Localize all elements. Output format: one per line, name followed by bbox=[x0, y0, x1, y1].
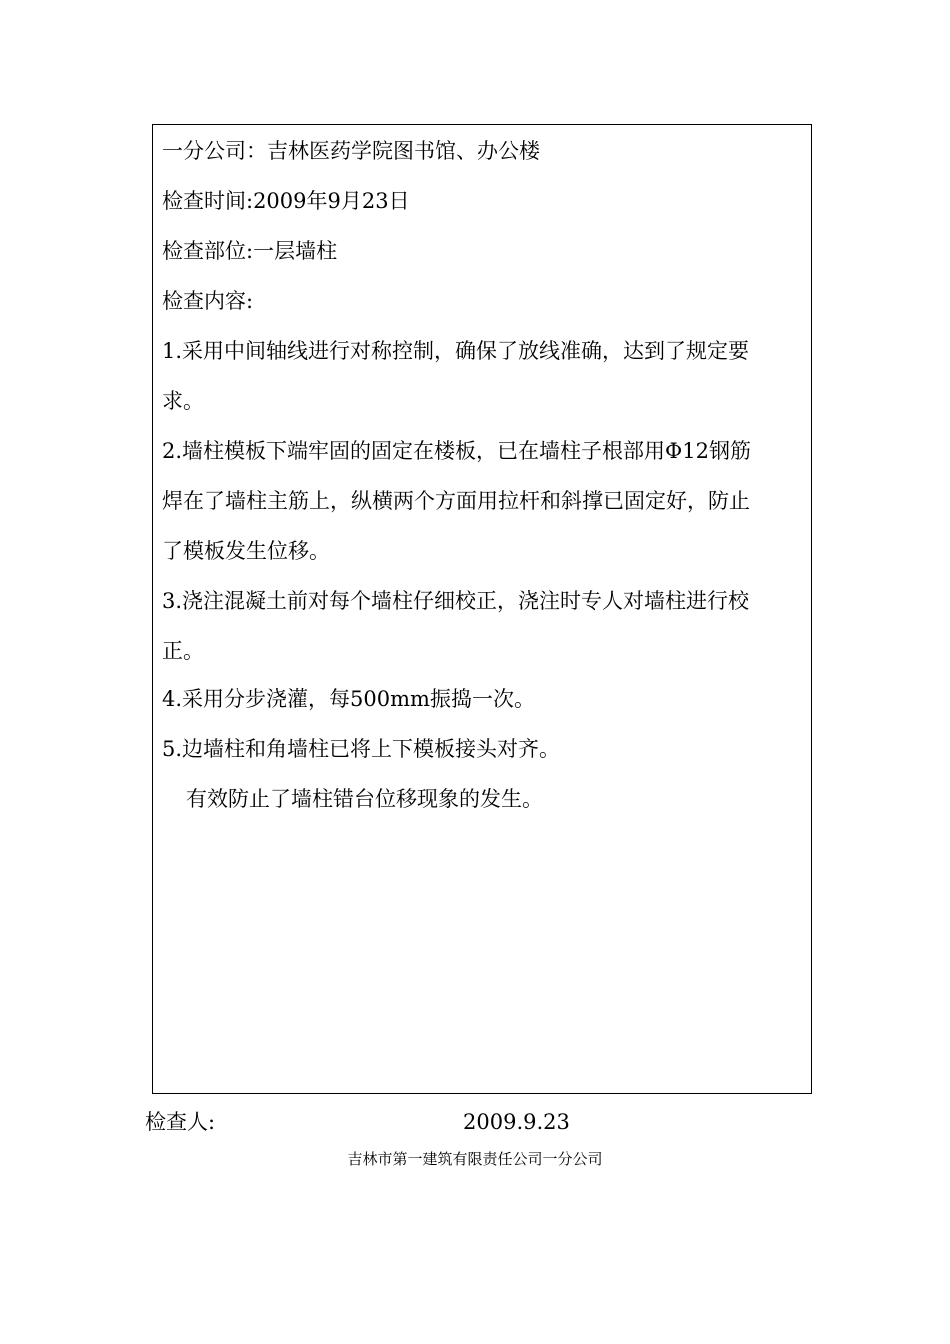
content-line: 4.采用分步浇灌，每500mm振捣一次。 bbox=[162, 687, 535, 711]
content-line: 3.浇注混凝土前对每个墙柱仔细校正，浇注时专人对墙柱进行校 bbox=[162, 589, 750, 613]
inspection-content-heading: 检查内容: bbox=[162, 289, 254, 313]
company-project-line: 一分公司：吉林医药学院图书馆、办公楼 bbox=[162, 139, 540, 163]
signoff-date: 2009.9.23 bbox=[463, 1110, 570, 1134]
content-line: 求。 bbox=[162, 389, 204, 413]
inspector-label: 检查人: bbox=[145, 1110, 216, 1134]
content-line: 了模板发生位移。 bbox=[162, 539, 330, 563]
content-line: 正。 bbox=[162, 639, 204, 663]
conclusion-line: 有效防止了墙柱错台位移现象的发生。 bbox=[186, 787, 543, 811]
company-footer: 吉林市第一建筑有限责任公司一分公司 bbox=[347, 1150, 603, 1168]
inspection-time: 检查时间:2009年9月23日 bbox=[162, 189, 410, 213]
content-line: 2.墙柱模板下端牢固的固定在楼板，已在墙柱子根部用Φ12钢筋 bbox=[162, 439, 751, 463]
inspection-location: 检查部位:一层墙柱 bbox=[162, 239, 338, 263]
content-line: 1.采用中间轴线进行对称控制，确保了放线准确，达到了规定要 bbox=[162, 339, 750, 363]
content-line: 5.边墙柱和角墙柱已将上下模板接头对齐。 bbox=[162, 737, 561, 761]
content-line: 焊在了墙柱主筋上，纵横两个方面用拉杆和斜撑已固定好，防止 bbox=[162, 489, 750, 513]
